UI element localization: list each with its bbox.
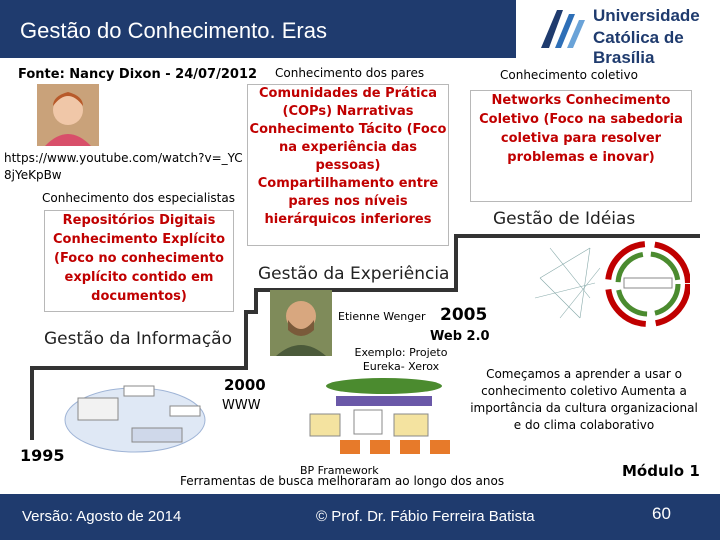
bp-framework-label: BP Framework bbox=[300, 464, 379, 477]
comecamos-text: Começamos a aprender a usar o conhecimento coletivo Aumenta a importância da cultura organizacional e do clima colaborativo bbox=[470, 367, 698, 432]
year-2000: 2000 bbox=[224, 376, 266, 394]
slide-title: Gestão do Conhecimento. Eras bbox=[20, 18, 327, 43]
video-url[interactable]: https://www.youtube.com/watch?v=_YC8jYeKpBw bbox=[4, 151, 243, 182]
network-diagram bbox=[530, 228, 690, 338]
page-number: 60 bbox=[652, 504, 671, 523]
box-gestao-experiencia: Comunidades de Prática (COPs) Narrativas Conhecimento Tácito (Foco na experiência das pessoas) Compartilhamento entre pares nos níveis hierárquicos inferiores bbox=[247, 84, 449, 246]
heading-gestao-ideias: Gestão de Idéias bbox=[493, 209, 636, 229]
www-label: WWW bbox=[222, 398, 261, 413]
year-1995: 1995 bbox=[20, 446, 65, 465]
eureka-example: Exemplo: Projeto Eureka- Xerox bbox=[354, 346, 448, 373]
label-especialistas: Conhecimento dos especialistas bbox=[42, 191, 235, 205]
heading-gestao-experiencia: Gestão da Experiência bbox=[258, 264, 450, 284]
ferramentas-text: Ferramentas de busca melhoraram ao longo dos anos bbox=[180, 474, 505, 488]
box-gestao-informacao: Repositórios Digitais Conhecimento Explícito (Foco no conhecimento explícito contido em documentos) bbox=[44, 210, 234, 312]
heading-gestao-informacao: Gestão da Informação bbox=[44, 329, 232, 349]
web20-label: Web 2.0 bbox=[430, 329, 490, 344]
author-text: © Prof. Dr. Fábio Ferreira Batista bbox=[316, 508, 535, 525]
bp-framework-diagram bbox=[300, 374, 468, 460]
etienne-label: Etienne Wenger bbox=[338, 310, 426, 323]
label-pares: Conhecimento dos pares bbox=[275, 66, 425, 80]
label-coletivo: Conhecimento coletivo bbox=[500, 68, 638, 82]
year-2005: 2005 bbox=[440, 305, 488, 325]
person-photo-icon bbox=[270, 290, 332, 356]
version-text: Versão: Agosto de 2014 bbox=[22, 508, 182, 525]
modulo-label: Módulo 1 bbox=[622, 462, 700, 480]
logo-line-2: Católica de Brasília bbox=[593, 28, 684, 67]
repositorio-diagram bbox=[60, 382, 210, 454]
box-gestao-ideias: Networks Conhecimento Coletivo (Foco na sabedoria coletiva para resolver problemas e inovar) bbox=[470, 90, 692, 202]
etienne-wenger-photo bbox=[270, 290, 332, 356]
source-text: Fonte: Nancy Dixon - 24/07/2012 bbox=[18, 67, 258, 82]
logo-line-1: Universidade bbox=[593, 6, 700, 25]
slide-footer bbox=[0, 466, 720, 540]
